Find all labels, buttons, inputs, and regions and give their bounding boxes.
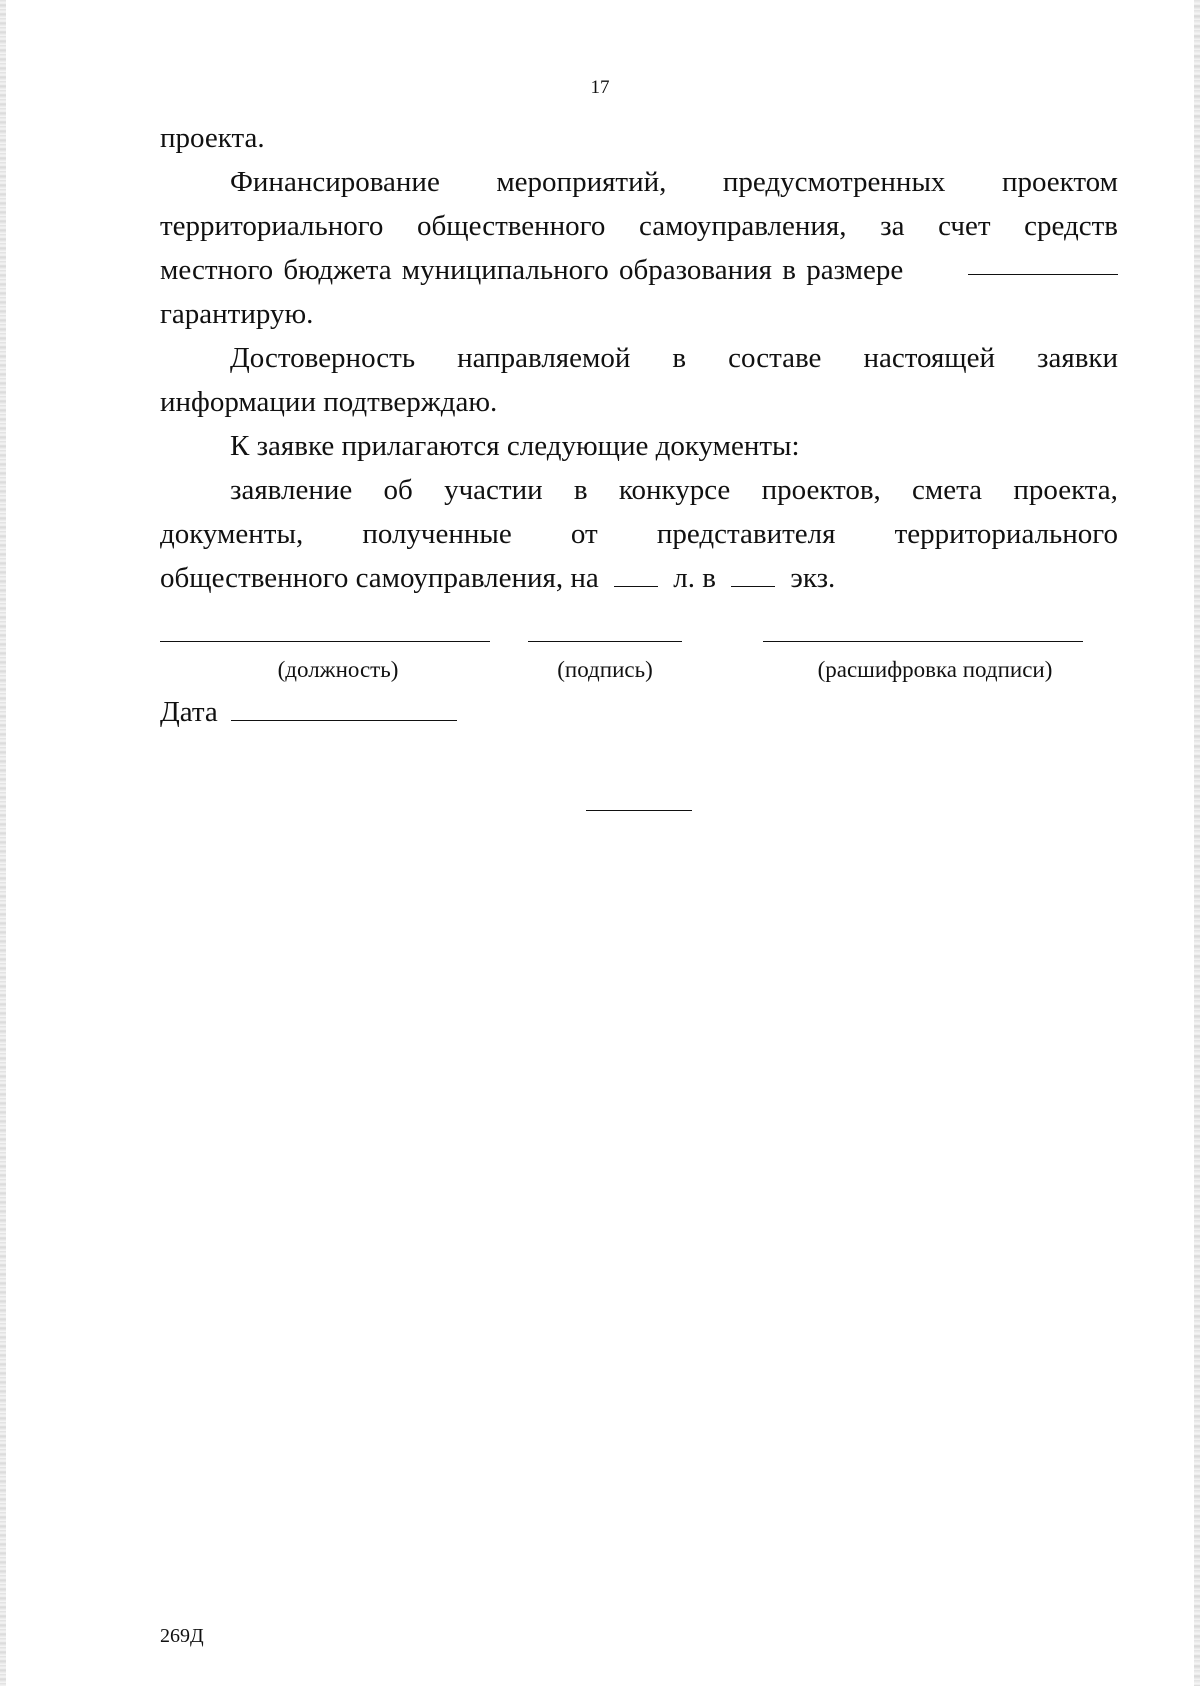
paragraph-attachments-line-2 [160, 512, 1118, 556]
word: самоуправления, [638, 210, 847, 242]
word: полученные [362, 518, 512, 550]
word: за [880, 210, 905, 242]
word: территориального [160, 210, 384, 242]
word: предусмотренных [722, 166, 946, 198]
scan-edge-left [0, 0, 6, 1686]
position-signature-line[interactable] [160, 641, 490, 642]
word: заявление [230, 474, 353, 506]
word: мероприятий, [496, 166, 667, 198]
word: счет [938, 210, 991, 242]
paragraph-financing-line-3 [160, 248, 1118, 292]
position-caption: (должность) [277, 657, 399, 682]
word: участии [444, 474, 543, 506]
word: проектов, [761, 474, 881, 506]
signature-decoding-line[interactable] [763, 641, 1083, 642]
signature-line[interactable] [528, 641, 682, 642]
paragraph-attachments-heading [160, 424, 1118, 468]
word: в [672, 342, 687, 374]
word: общественного [417, 210, 606, 242]
paragraph-attachments-line-1 [160, 468, 1118, 512]
text-fragment: местного бюджета муниципального образования в размере [160, 254, 904, 286]
word: представителя [656, 518, 836, 550]
word: заявки [1037, 342, 1118, 374]
word: документы, [160, 518, 304, 550]
word: об [383, 474, 413, 506]
signature-decoding-caption: (расшифровка подписи) [817, 657, 1053, 682]
text-fragment: общественного самоуправления, на [160, 562, 599, 594]
word: Достоверность [230, 342, 416, 374]
word: в [573, 474, 588, 506]
paragraph-attachments-line-3 [160, 556, 1118, 600]
page-number: 17 [590, 77, 610, 98]
paragraph-reliability-line-1 [160, 336, 1118, 380]
paragraph-reliability-line-2 [160, 380, 1118, 424]
word: Финансирование [230, 166, 440, 198]
text-fragment: л. в [673, 562, 716, 594]
text-line [160, 116, 1118, 160]
text-fragment: информации подтверждаю. [160, 386, 498, 418]
end-of-text-rule [586, 810, 692, 811]
word: средств [1024, 210, 1118, 242]
paragraph-financing-line-1 [160, 160, 1118, 204]
amount-blank-field[interactable] [968, 248, 1118, 275]
copies-count-blank-field[interactable] [731, 560, 775, 587]
text-fragment: гарантирую. [160, 298, 314, 330]
paragraph-financing-line-4 [160, 292, 1118, 336]
word: проекта, [1013, 474, 1118, 506]
word: проектом [1001, 166, 1118, 198]
sheets-count-blank-field[interactable] [614, 560, 658, 587]
word: конкурсе [618, 474, 731, 506]
word: территориального [894, 518, 1118, 550]
text-fragment: К заявке прилагаются следующие документы: [230, 430, 800, 462]
word: от [570, 518, 598, 550]
date-blank-field[interactable] [231, 694, 457, 721]
signature-caption: (подпись) [557, 657, 653, 682]
date-label: Дата [160, 696, 218, 728]
word: составе [728, 342, 822, 374]
text-fragment: экз. [790, 562, 836, 594]
date-row [160, 690, 457, 734]
word: настоящей [863, 342, 995, 374]
document-code: 269Д [160, 1625, 204, 1647]
word: смета [912, 474, 983, 506]
text-fragment: проекта. [160, 122, 265, 154]
paragraph-financing-line-2 [160, 204, 1118, 248]
word: направляемой [457, 342, 631, 374]
scan-edge-right [1194, 0, 1200, 1686]
